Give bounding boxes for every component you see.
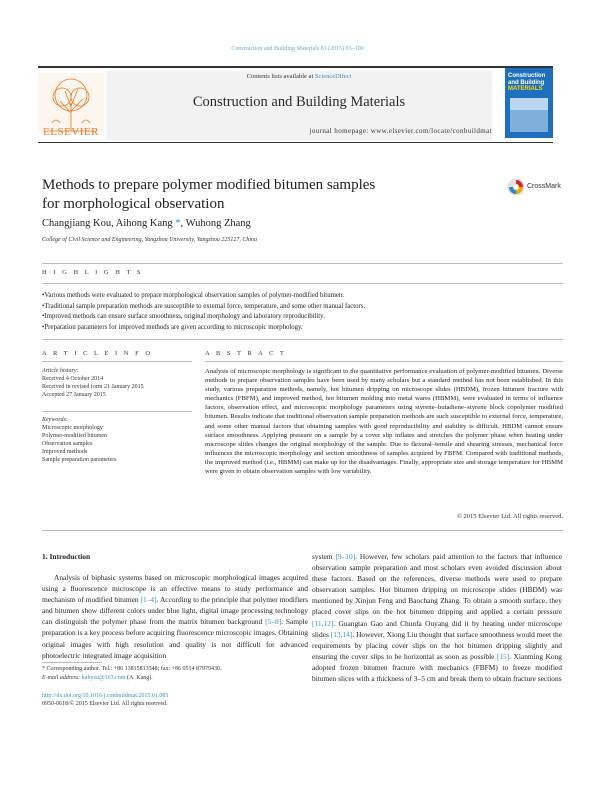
abstract-end-rule <box>42 530 563 531</box>
paper-title-line1: Methods to prepare polymer modified bitumen samples <box>42 177 376 193</box>
contents-available-line <box>106 73 492 80</box>
intro-text: Analysis of biphasic systems based on microscopic morphological images acquired using a fluorescence microscope is an effective means to study performance and mechanism of modified bitumen <box>42 573 308 605</box>
highlights-top-rule <box>42 263 563 264</box>
elsevier-wordmark: ELSEVIER <box>43 126 99 138</box>
authors-rest: , Wuhong Zhang <box>180 218 251 229</box>
abstract-heading: A B S T R A C T <box>205 350 287 357</box>
cover-title-line1: Construction <box>508 73 546 79</box>
cover-title-line3: MATERIALS <box>508 86 543 92</box>
abstract-rule <box>205 361 563 362</box>
intro-text: . Xianming Kong adopted frozen bitumen fracture with mechanics (FBFM) to freeze modified bitumen slices with a thickness of 3–5 cm and break them to obtain fracture sections <box>312 651 562 684</box>
citation-link[interactable]: [11,12] <box>312 618 334 628</box>
intro-text: . However, Xiong Liu thought that surface smoothness would meet the requirements by placing cover slips on the hot bitumen dripping slightly and ensuring the cover slips to be horizontal as soon as possible <box>312 629 562 661</box>
email-suffix: (A. Kang). <box>125 674 153 681</box>
received-date: Received 4 October 2014 <box>42 376 104 382</box>
email-link[interactable]: kahyzu@163.com <box>81 674 126 681</box>
citation-link[interactable]: [13,14] <box>330 629 353 639</box>
keyword-item: Observation samples <box>42 441 93 447</box>
doi-link[interactable]: http://dx.doi.org/10.1016/j.conbuildmat.2015.01.083 <box>42 693 169 699</box>
journal-reference[interactable]: Construction and Building Materials 81 (2015) 93–100 <box>231 46 364 52</box>
intro-text: . However, few scholars paid attention to the factors that influence observation sample preparation and most scholars even avoided discussion about these factors. Based on the references, diverse methods were used to prepare observation samples. Hot bitumen dripping on microscope slides (HBDM) was mentioned by Xinjun Feng and Baochang Zhang. To obtain a smooth surface, they placed cover slips on the hot bitumen dripping and applied a certain pressure <box>312 552 562 617</box>
keywords-rule <box>42 411 192 412</box>
crossmark-icon <box>507 178 525 196</box>
author-list <box>42 218 251 229</box>
paper-title <box>42 176 492 214</box>
corresponding-author-note: * Corresponding author. Tel.: +86 13815813548; fax: +86 0514 87979430. <box>42 666 222 672</box>
article-info-body <box>42 367 192 464</box>
citation-link[interactable]: [1–4] <box>140 595 157 605</box>
abstract-copyright: © 2015 Elsevier Ltd. All rights reserved. <box>456 513 563 520</box>
header-rule-bottom <box>38 142 553 143</box>
highlight-item: • Improved methods can ensure surface smoothness, original morphology and laboratory reproducibility. <box>42 312 552 323</box>
keyword-item: Microscopic morphology <box>42 425 103 431</box>
author-affiliation: College of Civil Science and Engineering, Yangzhou University, Yangzhou 225127, China <box>42 237 258 243</box>
authors-first: Changjiang Kou, Aihong Kang <box>42 218 173 229</box>
journal-homepage[interactable]: journal homepage: www.elsevier.com/locate/conbuildmat <box>309 127 492 135</box>
contents-prefix: Contents lists available at <box>246 73 315 80</box>
intro-text: . Guangtao Gao and Chunfa Ouyang did it by heating under microscope slides <box>312 618 562 639</box>
introduction-left-column <box>42 572 308 661</box>
issn-copyright: 0950-0618/© 2015 Elsevier Ltd. All rights reserved. <box>42 701 168 707</box>
sciencedirect-link[interactable]: ScienceDirect <box>314 73 352 80</box>
highlight-item: • Traditional sample preparation methods are susceptible to external force, temperature, and some other manual factors. <box>42 302 552 313</box>
introduction-right-column <box>312 551 562 684</box>
keyword-item: Sample preparation parameters <box>42 457 117 463</box>
crossmark-label: CrossMark <box>527 183 561 190</box>
cover-image-band <box>510 98 548 110</box>
highlights-heading: H I G H L I G H T S <box>42 269 144 276</box>
keywords-label: Keywords: <box>42 417 68 423</box>
article-info-rule <box>42 361 192 362</box>
citation-link[interactable]: [5–8] <box>265 617 282 627</box>
keyword-item: Polymer-modified bitumen <box>42 433 108 439</box>
revised-date: Received in revised form 21 January 2015 <box>42 384 144 390</box>
cover-title <box>508 73 552 93</box>
intro-text: system <box>312 552 336 561</box>
highlights-end-rule <box>42 339 563 340</box>
intro-text: . According to the principle that polymer modifiers and bitumen show different colors under blue light, digital image processing technology can distinguish the polymer phase from the matrix bitumen background <box>42 595 308 627</box>
intro-text: . Sample preparation is a key process before acquiring fluorescence microscopic images. Obtaining original images with high resolution and quality is not difficult for advanced photoelectric integrated image acquisition <box>42 617 308 660</box>
journal-cover-thumbnail[interactable] <box>505 68 553 138</box>
journal-title: Construction and Building Materials <box>192 94 406 110</box>
highlights-list <box>42 291 552 333</box>
highlights-bottom-rule <box>42 283 563 284</box>
article-history-label: Article history: <box>42 368 79 374</box>
corresponding-author-mark[interactable]: * <box>172 218 181 229</box>
introduction-heading: 1. Introduction <box>42 552 91 561</box>
highlight-item: • Various methods were evaluated to prepare morphological observation samples of polymer-modified bitumen. <box>42 291 552 302</box>
footnote-rule <box>42 662 102 663</box>
crossmark-badge[interactable] <box>507 178 561 198</box>
highlight-item: • Preparation parameters for improved methods are given according to microscopic morphology. <box>42 323 552 334</box>
citation-link[interactable]: [15] <box>496 651 510 661</box>
article-info-heading: A R T I C L E I N F O <box>42 350 153 357</box>
cover-title-line2: and Building <box>508 79 545 86</box>
keyword-item: Improved methods <box>42 449 88 455</box>
paper-title-line2: for morphological observation <box>42 196 225 212</box>
citation-link[interactable]: [9–10] <box>335 552 356 561</box>
email-label: E-mail address: <box>42 674 82 681</box>
abstract-text: Analysis of microscopic morphology is significant to the quantitative performance evaluation of polymer-modified bitumen. Diverse methods to prepare observation samples have been used by many scholars but a standard method has not been established. In this study, various preparation methods, namely, hot bitumen dripping on microscope slides (HBDM), frozen bitumen fracture with mechanics (FBFM), and improved method, hot bitumen molding into metal wares (HBMM), were evaluated in terms of influence factors, observation effect, and microscopic morphology parameters using styrene–butadiene–styrene block copolymer modified bitumen. Results indicate that traditional observation sample preparation methods are such susceptible to external force, temperature, and some other manual factors that obtaining samples with good reproducibility and stability is difficult. HBDM cannot ensure surface smoothness. Applying pressure on a sample by a cover slip inflates and stretches the polymer phase when heating under microscope slides changes the original morphology of the sample. Due to flexural–tensile and shearing stresses, mechanical force influences the microscopic morphology and section smoothness of samples acquired by FBFM. Compared with traditional methods, the improved method (i.e., HBMM) can make up for the disadvantages. Finally, appropriate size and storage temperature for HBMM were given to obtain observation samples with low variability. <box>205 368 563 476</box>
footnote <box>42 665 308 682</box>
accepted-date: Accepted 27 January 2015 <box>42 392 106 398</box>
header-rule-top <box>38 66 553 68</box>
